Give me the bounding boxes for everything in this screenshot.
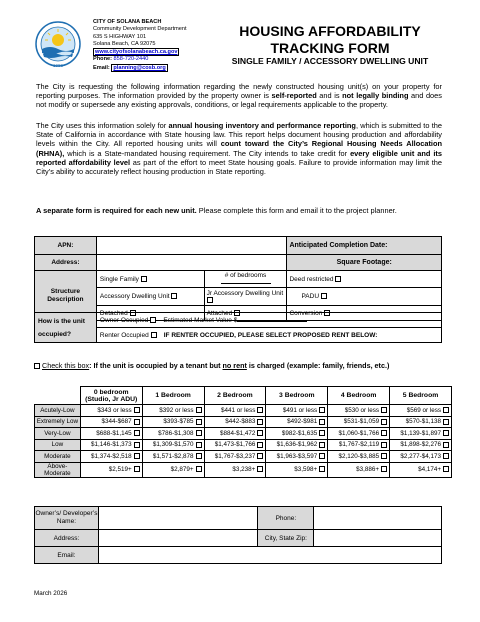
property-info-table: [34, 236, 442, 321]
rent-checkbox[interactable]: [319, 453, 325, 459]
rent-value: $530 or less: [344, 406, 380, 414]
rent-value: $393-$785: [163, 418, 194, 426]
rent-checkbox[interactable]: [196, 466, 202, 472]
single-family-checkbox[interactable]: [141, 276, 147, 282]
attached-option[interactable]: Attached: [204, 306, 287, 321]
city-address-block: [93, 19, 187, 72]
rent-option-cell[interactable]: [390, 439, 452, 451]
conversion-option[interactable]: Conversion: [287, 306, 442, 321]
rent-option-cell[interactable]: [80, 405, 142, 417]
department-name: Community Development Department: [93, 26, 187, 33]
owner-name-field[interactable]: [98, 507, 258, 530]
rent-value: $2,277-$4,173: [400, 452, 441, 460]
jr-adu-checkbox[interactable]: [207, 297, 213, 303]
intro-paragraph-2: The City uses this information solely for annual housing inventory and performance reporting, which is submitted to the State of California in accordance with State housing law. This report helps document housing production and affordability levels within the City. All reported housing units will count toward the City’s Regional Housing Needs Allocation (RHNA), which is a State-mandated housing requirement. The City intends to take credit for every eligible unit and its reported affordability level as part of the effort to meet State housing goals. Failure to provide information may limit the City’s ability to accurately reflect housing production in State reporting.: [36, 121, 442, 177]
no-rent-checkbox[interactable]: [34, 363, 40, 369]
rent-checkbox[interactable]: [319, 419, 325, 425]
rent-option-cell[interactable]: [390, 428, 452, 440]
rent-option-cell[interactable]: [266, 439, 328, 451]
rent-checkbox[interactable]: [257, 419, 263, 425]
rent-checkbox[interactable]: [443, 466, 449, 472]
rent-checkbox[interactable]: [381, 466, 387, 472]
city-state-zip-field[interactable]: [314, 530, 442, 547]
rent-option-cell[interactable]: [266, 428, 328, 440]
income-level-label: Above-Moderate: [35, 462, 81, 477]
rent-checkbox[interactable]: [257, 442, 263, 448]
rent-column-header: 1 Bedroom: [142, 387, 204, 405]
rent-row: [35, 405, 452, 417]
website-link[interactable]: www.cityofsolanabeach.ca.gov: [95, 49, 178, 56]
income-level-label: Acutely-Low: [35, 405, 81, 417]
rent-option-cell[interactable]: [80, 416, 142, 428]
jr-adu-option[interactable]: Jr Accessory Dwelling Unit: [204, 288, 287, 306]
rent-option-cell[interactable]: [204, 462, 266, 477]
rent-option-cell[interactable]: [266, 451, 328, 463]
rent-option-cell[interactable]: [142, 451, 204, 463]
rent-value: $1,767-$2,119: [338, 441, 380, 449]
income-level-label: Extremely Low: [35, 416, 81, 428]
rent-option-cell[interactable]: [328, 416, 390, 428]
rent-value: $1,309-$1,570: [152, 441, 194, 449]
rent-checkbox[interactable]: [196, 407, 202, 413]
rent-value: $570-$1,138: [405, 418, 441, 426]
owner-email-field[interactable]: [98, 547, 441, 564]
city-state-zip-label: City, State Zip:: [258, 530, 314, 547]
single-family-option[interactable]: Single Family: [96, 271, 204, 288]
rent-value: $1,898-$2,276: [400, 441, 441, 449]
rent-checkbox[interactable]: [443, 430, 449, 436]
rent-checkbox[interactable]: [381, 430, 387, 436]
rent-value: $1,146-$1,373: [91, 441, 132, 449]
owner-name-label: Owner’s/ Developer’s Name:: [35, 507, 99, 530]
rent-checkbox[interactable]: [319, 430, 325, 436]
rent-row: [35, 439, 452, 451]
rent-checkbox[interactable]: [381, 419, 387, 425]
deed-restricted-checkbox[interactable]: [335, 276, 341, 282]
rent-option-cell[interactable]: [390, 416, 452, 428]
rent-checkbox[interactable]: [257, 407, 263, 413]
occupancy-table: [34, 312, 442, 343]
owner-address-field[interactable]: [98, 530, 258, 547]
rent-option-cell[interactable]: [266, 405, 328, 417]
rent-option-cell[interactable]: [390, 451, 452, 463]
rent-option-cell[interactable]: [142, 416, 204, 428]
rent-value: $1,963-$3,597: [276, 452, 318, 460]
rent-checkbox[interactable]: [257, 466, 263, 472]
form-subtitle: SINGLE FAMILY / ACCESSORY DWELLING UNIT: [231, 56, 429, 66]
phone-field-label: Phone:: [258, 507, 314, 530]
footer-date: March 2026: [34, 590, 68, 597]
owner-occupied-option[interactable]: Owner Occupied Estimated Market Value $: [96, 313, 441, 328]
rent-value: $1,139-$1,897: [400, 429, 441, 437]
square-footage-field[interactable]: Square Footage:: [287, 255, 442, 271]
rent-option-cell[interactable]: [142, 462, 204, 477]
rent-option-cell[interactable]: [142, 405, 204, 417]
income-level-label: Low: [35, 439, 81, 451]
rent-option-cell[interactable]: [266, 462, 328, 477]
rent-option-cell[interactable]: [266, 416, 328, 428]
rent-option-cell[interactable]: [142, 428, 204, 440]
padu-checkbox[interactable]: [321, 293, 327, 299]
rent-value: $2,120-$3,885: [338, 452, 380, 460]
rent-checkbox[interactable]: [134, 407, 140, 413]
street-address: 635 S HIGHWAY 101: [93, 33, 147, 40]
rent-value: $688-$1,145: [96, 429, 132, 437]
rent-value: $884-$1,472: [219, 429, 256, 437]
rent-value: $492-$981: [287, 418, 318, 426]
owner-address-label: Address:: [35, 530, 99, 547]
rent-checkbox[interactable]: [257, 430, 263, 436]
rent-option-cell[interactable]: [142, 439, 204, 451]
intro-paragraph-1: The City is requesting the following information regarding the newly constructed housing unit(s) on your property for reporting purposes. The information provided by the property owner is self-reported and is not legally binding and does not modify or supersede any existing approvals, conditions, or legal requirements applicable to the property.: [36, 82, 442, 110]
rent-checkbox[interactable]: [443, 419, 449, 425]
rent-checkbox[interactable]: [196, 453, 202, 459]
rent-value: $343 or less: [97, 406, 132, 414]
form-title-line2: TRACKING FORM: [270, 40, 390, 56]
phone-field[interactable]: [314, 507, 442, 530]
rent-row: [35, 451, 452, 463]
rent-checkbox[interactable]: [443, 407, 449, 413]
rent-value: $786-$1,308: [158, 429, 194, 437]
form-title-line1: HOUSING AFFORDABILITY: [239, 23, 421, 39]
adu-option[interactable]: Accessory Dwelling Unit: [96, 288, 204, 306]
rent-row: [35, 428, 452, 440]
rent-option-cell[interactable]: [204, 416, 266, 428]
rent-column-header: 0 bedroom (Studio, Jr ADU): [80, 387, 142, 405]
rent-value: $3,238+: [232, 466, 256, 473]
rent-row: [35, 462, 452, 477]
rent-option-cell[interactable]: [328, 428, 390, 440]
rent-column-header: 5 Bedroom: [390, 387, 452, 405]
rent-value: $982-$1,635: [281, 429, 318, 437]
apn-field[interactable]: [96, 237, 287, 255]
rent-value: $2,519+: [108, 466, 132, 473]
renter-occupied-checkbox[interactable]: [151, 332, 157, 338]
rent-checkbox[interactable]: [196, 430, 202, 436]
rent-column-header: 4 Bedroom: [328, 387, 390, 405]
rent-option-cell[interactable]: [204, 451, 266, 463]
email-link[interactable]: planning@cosb.org: [113, 64, 166, 71]
deed-restricted-option[interactable]: Deed restricted: [287, 271, 442, 288]
rent-checkbox[interactable]: [381, 453, 387, 459]
rent-value: $1,473-$1,766: [214, 441, 256, 449]
rent-value: $3,598+: [294, 466, 318, 473]
rent-value: $491 or less: [282, 406, 318, 414]
rent-value: $2,879+: [170, 466, 194, 473]
market-value-field[interactable]: [237, 317, 307, 322]
rent-checkbox[interactable]: [443, 442, 449, 448]
rent-option-cell[interactable]: [80, 439, 142, 451]
city-seal-logo: [34, 20, 82, 72]
apn-label: APN:: [35, 237, 97, 255]
rent-option-cell[interactable]: [204, 405, 266, 417]
rent-checkbox[interactable]: [134, 453, 140, 459]
income-level-label: Very-Low: [35, 428, 81, 440]
owner-email-label: Email:: [35, 547, 99, 564]
rent-value: $441 or less: [221, 406, 256, 414]
rent-value: $392 or less: [159, 406, 194, 414]
rent-value: $1,060-$1,766: [338, 429, 380, 437]
rent-value: $442-$883: [225, 418, 256, 426]
renter-note: IF RENTER OCCUPIED, PLEASE SELECT PROPOSED RENT BELOW:: [163, 331, 378, 339]
rent-checkbox[interactable]: [134, 419, 140, 425]
rent-checkbox[interactable]: [381, 407, 387, 413]
rent-option-cell[interactable]: [80, 451, 142, 463]
address-field[interactable]: [96, 255, 287, 271]
rent-option-cell[interactable]: [80, 462, 142, 477]
rent-value: $1,571-$2,878: [152, 452, 194, 460]
bedrooms-field[interactable]: # of bedrooms: [204, 271, 287, 288]
rent-option-cell[interactable]: [328, 439, 390, 451]
rent-checkbox[interactable]: [134, 430, 140, 436]
rent-corner-cell: [35, 387, 81, 405]
phone-label: Phone:: [93, 56, 112, 63]
rent-option-cell[interactable]: [328, 451, 390, 463]
rent-column-header: 3 Bedroom: [266, 387, 328, 405]
rent-option-cell[interactable]: [328, 462, 390, 477]
income-level-label: Moderate: [35, 451, 81, 463]
owner-occupied-checkbox[interactable]: [150, 317, 156, 323]
rent-table: [34, 386, 452, 478]
rent-value: $569 or less: [406, 406, 441, 414]
no-rent-check-line[interactable]: Check this box: If the unit is occupied by a tenant but no rent is charged (example: family, friends, etc.): [34, 361, 389, 370]
rent-value: $1,636-$1,962: [276, 441, 318, 449]
rent-value: $3,886+: [356, 466, 380, 473]
rent-checkbox[interactable]: [381, 442, 387, 448]
phone-number[interactable]: 858-720-2440: [113, 56, 149, 63]
rent-value: $4,174+: [418, 466, 441, 473]
adu-checkbox[interactable]: [171, 293, 177, 299]
rent-checkbox[interactable]: [319, 466, 325, 472]
rent-checkbox[interactable]: [196, 442, 202, 448]
market-value-label: Estimated Market Value $: [163, 316, 238, 324]
rent-value: $531-$1,059: [343, 418, 380, 426]
rent-checkbox[interactable]: [134, 442, 140, 448]
email-label: Email:: [93, 64, 110, 71]
rent-checkbox[interactable]: [196, 419, 202, 425]
structure-description-label: Structure Description: [35, 271, 97, 321]
occupancy-label: How is the unit occupied?: [35, 313, 97, 343]
rent-option-cell[interactable]: [390, 405, 452, 417]
rent-option-cell[interactable]: [204, 428, 266, 440]
rent-checkbox[interactable]: [443, 453, 449, 459]
detached-option[interactable]: Detached: [96, 306, 204, 321]
padu-option[interactable]: PADU: [287, 288, 442, 306]
completion-date-field[interactable]: Anticipated Completion Date:: [287, 237, 442, 255]
rent-option-cell[interactable]: [328, 405, 390, 417]
rent-value: $1,767-$3,237: [214, 452, 256, 460]
rent-option-cell[interactable]: [80, 428, 142, 440]
intro-paragraph-3: A separate form is required for each new unit. Please complete this form and email it to the project planner.: [36, 206, 397, 215]
rent-checkbox[interactable]: [319, 442, 325, 448]
city-state-zip: Solana Beach, CA 92075: [93, 40, 156, 47]
rent-checkbox[interactable]: [257, 453, 263, 459]
rent-checkbox[interactable]: [134, 466, 140, 472]
renter-occupied-option[interactable]: Renter Occupied IF RENTER OCCUPIED, PLEASE SELECT PROPOSED RENT BELOW:: [96, 328, 441, 343]
city-name: CITY OF SOLANA BEACH: [93, 19, 162, 25]
seal-year: 1986: [52, 63, 64, 68]
rent-option-cell[interactable]: [204, 439, 266, 451]
owner-info-table: [34, 506, 442, 564]
address-label: Address:: [35, 255, 97, 271]
rent-row: [35, 416, 452, 428]
rent-value: $1,374-$2,518: [91, 452, 132, 460]
rent-value: $344-$687: [101, 418, 132, 426]
rent-column-header: 2 Bedroom: [204, 387, 266, 405]
rent-option-cell[interactable]: [390, 462, 452, 477]
rent-checkbox[interactable]: [319, 407, 325, 413]
